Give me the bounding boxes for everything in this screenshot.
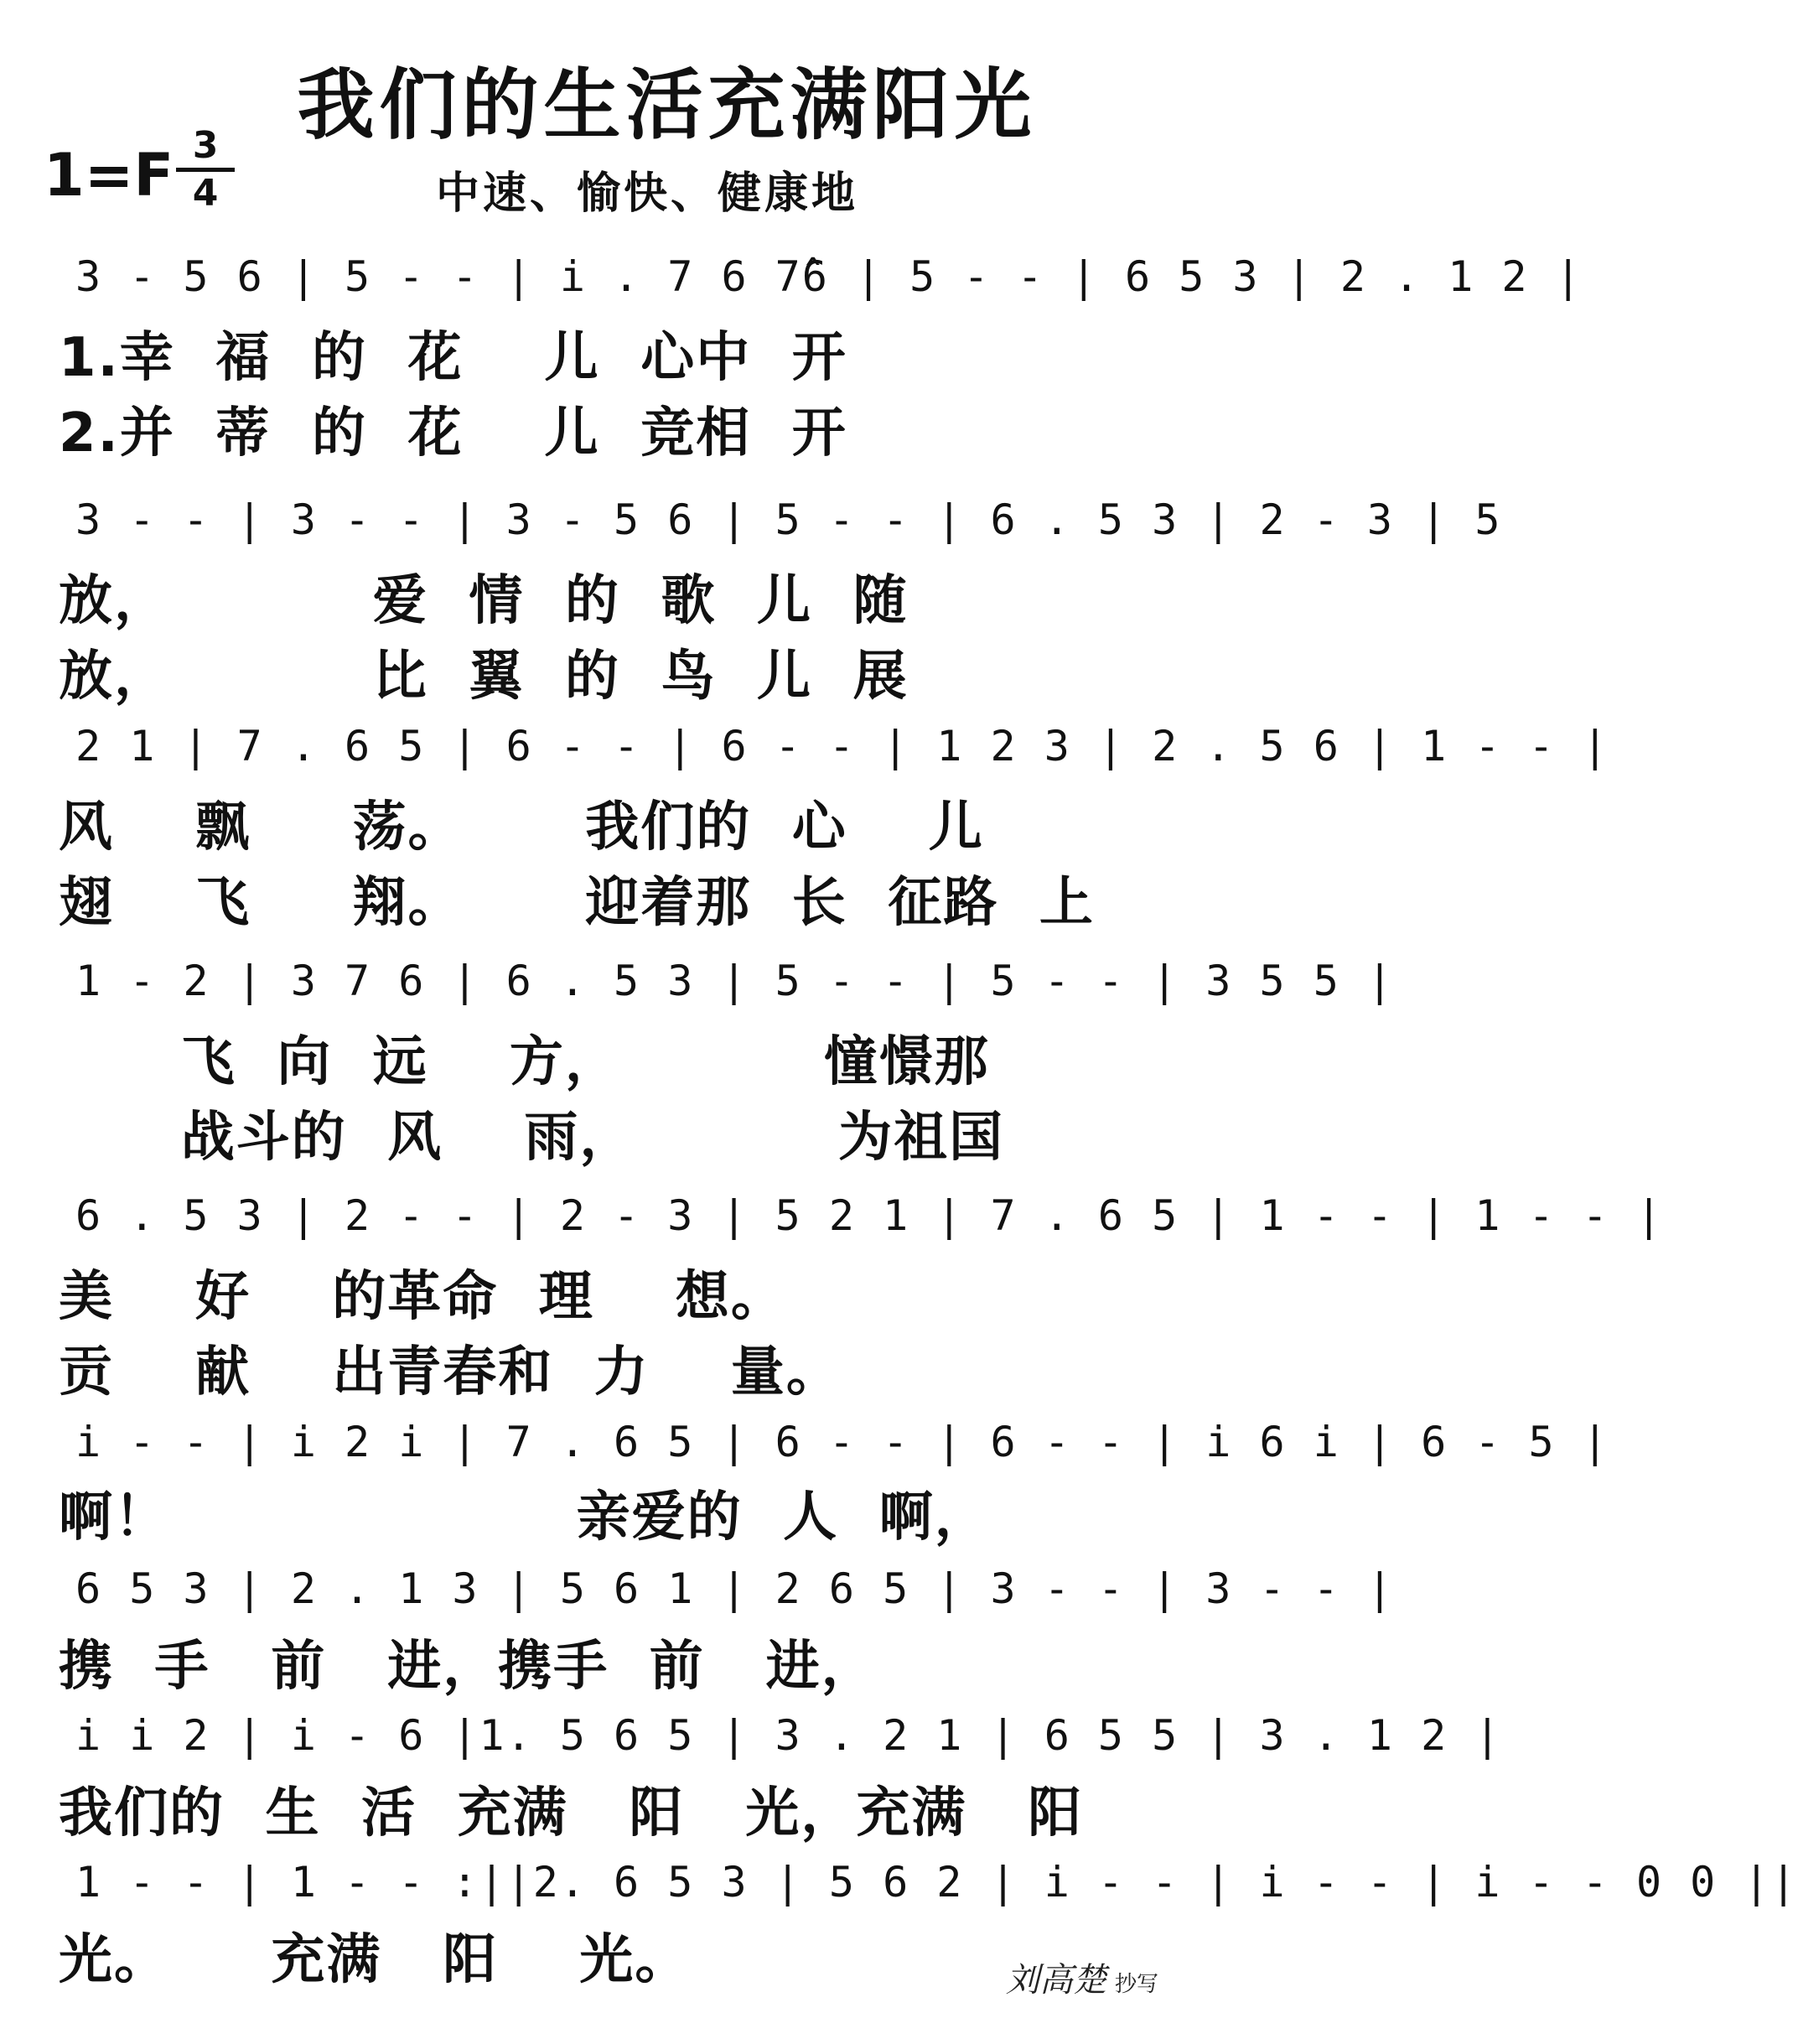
lyric-line-verse-1: 飞 向 远 方， 憧憬那 bbox=[59, 1031, 990, 1093]
tempo-marking: 中速、愉快、健康地 bbox=[436, 169, 859, 219]
lyric-line: 啊！ 亲爱的 人 啊， bbox=[59, 1486, 990, 1549]
copyist-note: 抄写 bbox=[1115, 1972, 1159, 1997]
lyric-line-verse-2: 放， 比 翼 的 鸟 儿 展 bbox=[59, 646, 909, 708]
notation-line: 6 5 3 | 2 . 1 3 | 5 6 1 | 2 6 5 | 3 - - | 3 - - | bbox=[75, 1564, 1395, 1613]
lyric-line-verse-1: 放， 爱 情 的 歌 儿 随 bbox=[59, 570, 909, 632]
lyric-line-verse-1: 1.幸 福 的 花 儿 心中 开 bbox=[59, 327, 847, 389]
time-signature-top: 3 bbox=[192, 124, 219, 167]
notation-line: 1 - 2 | 3 7 6 | 6 . 5 3 | 5 - - | 5 - - | 3 5 5 | bbox=[75, 957, 1395, 1005]
notation-line: 6 . 5 3 | 2 - - | 2 - 3 | 5 2 1 | 7 . 6 5 | 1 - - | 1 - - | bbox=[75, 1191, 1664, 1240]
notation-line: 1 - - | 1 - - :||2. 6 5 3 | 5 6 2 | i - - | i - - | i - - 0 0 || bbox=[75, 1858, 1798, 1907]
notation-line: i i 2 | i - 6 |1. 5 6 5 | 3 . 2 1 | 6 5 5 | 3 . 1 2 | bbox=[75, 1711, 1502, 1760]
lyric-line: 光。 充满 阳 光。 bbox=[59, 1929, 691, 1991]
time-signature-bottom: 4 bbox=[192, 172, 219, 215]
lyric-line-verse-2: 贡 献 出青春和 力 量。 bbox=[59, 1341, 842, 1403]
time-signature bbox=[176, 126, 235, 214]
key-signature: 1=F bbox=[44, 141, 174, 210]
notation-line: 2 1 | 7 . 6 5 | 6 - - | 6 - - | 1 2 3 | 2 . 5 6 | 1 - - | bbox=[75, 722, 1609, 770]
lyric-line: 我们的 生 活 充满 阳 光，充满 阳 bbox=[59, 1782, 1084, 1844]
notation-line: 3 - - | 3 - - | 3 - 5 6 | 5 - - | 6 . 5 3 | 2 - 3 | 5 bbox=[75, 495, 1502, 544]
notation-line: 3 - 5 6 | 5 - - | i . 7 6 7̂6 | 5 - - | 6 5 3 | 2 . 1 2 | bbox=[75, 252, 1583, 301]
lyric-line-verse-2: 翅 飞 翔。 迎着那 长 征路 上 bbox=[59, 872, 1095, 934]
lyric-line: 携 手 前 进，携手 前 进， bbox=[59, 1636, 877, 1698]
copyist-name: 刘高楚 bbox=[1006, 1961, 1106, 2000]
song-title: 我们的生活充满阳光 bbox=[297, 60, 1037, 150]
lyric-line-verse-1: 风 飘 荡。 我们的 心 儿 bbox=[59, 796, 984, 859]
notation-line: i - - | i 2 i | 7 . 6 5 | 6 - - | 6 - - | i 6 i | 6 - 5 | bbox=[75, 1418, 1609, 1466]
lyric-line-verse-1: 美 好 的革命 理 想。 bbox=[59, 1266, 786, 1328]
lyric-line-verse-2: 2.并 蒂 的 花 儿 竞相 开 bbox=[59, 402, 847, 464]
lyric-line-verse-2: 战斗的 风 雨， 为祖国 bbox=[59, 1107, 1005, 1169]
copyist-signature bbox=[1006, 1953, 1158, 2001]
